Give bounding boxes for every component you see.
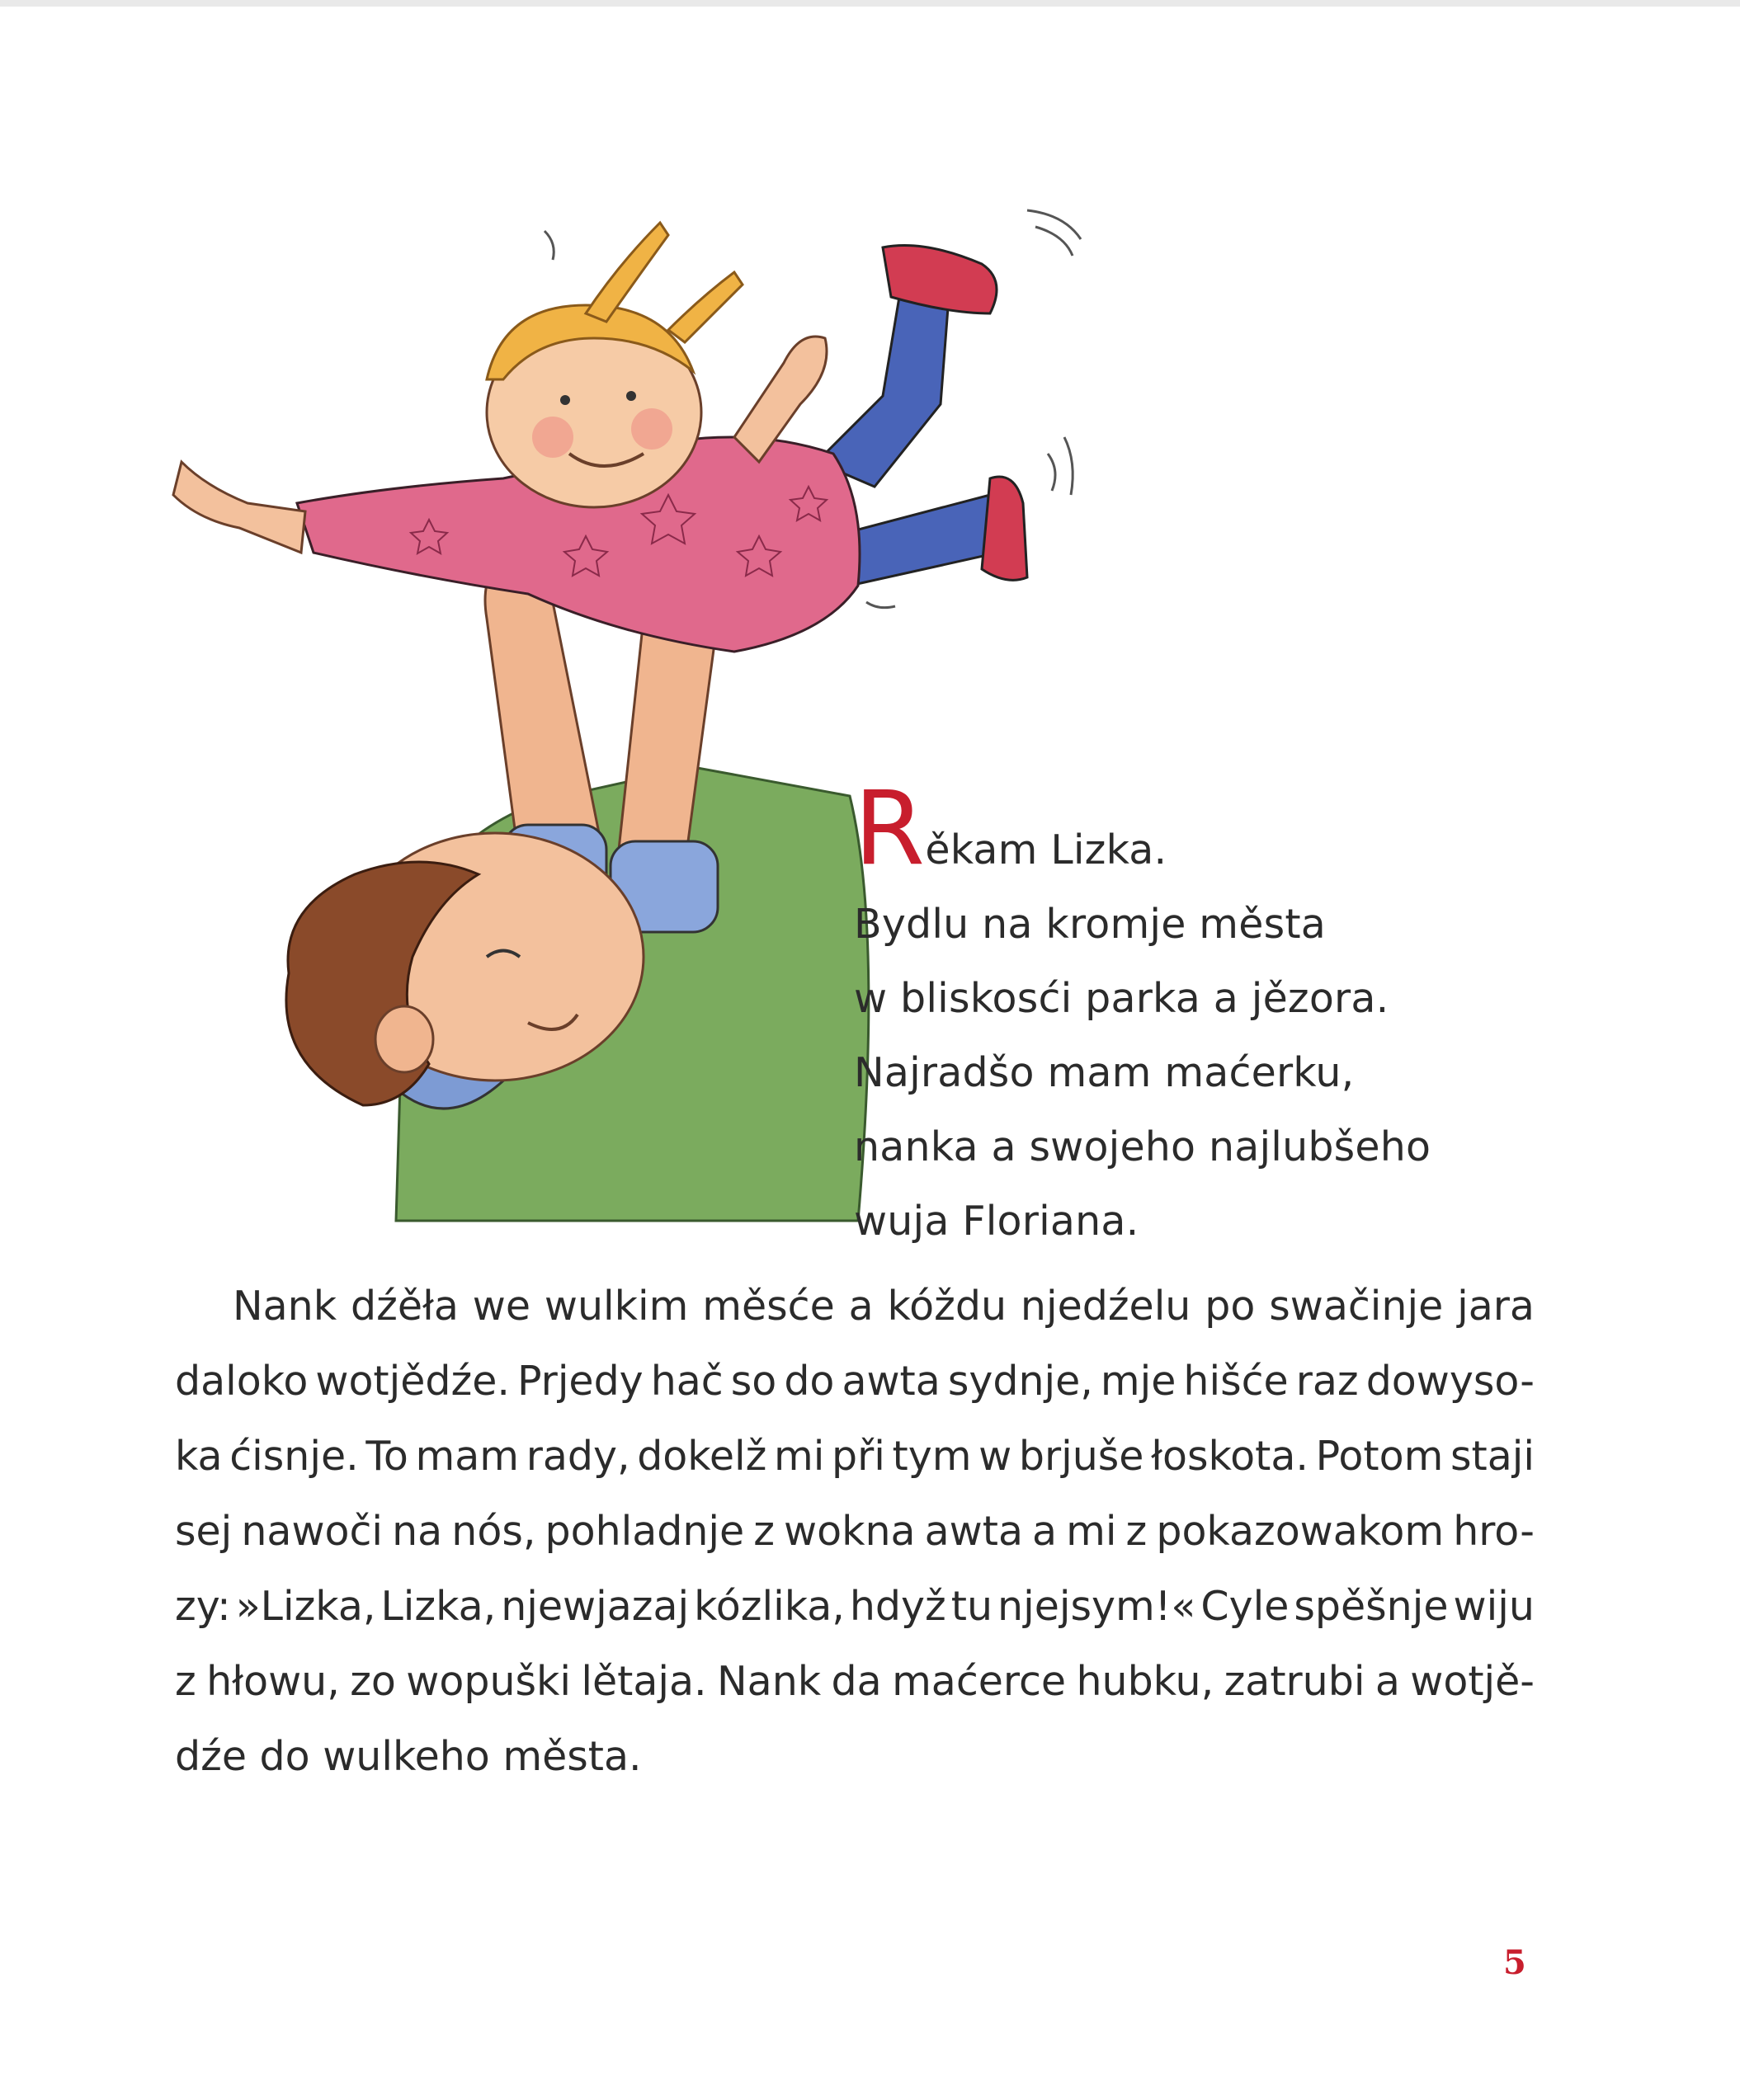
body-word: njejsym!« xyxy=(997,1583,1196,1630)
page-top-edge xyxy=(0,0,1740,7)
body-word: ka xyxy=(175,1433,223,1480)
body-word: Cyle xyxy=(1200,1583,1290,1630)
body-word: sej xyxy=(175,1508,233,1555)
body-word: rady, xyxy=(526,1433,630,1480)
intro-text-block xyxy=(854,770,1596,1259)
body-word: w xyxy=(978,1433,1012,1480)
body-line xyxy=(175,1644,1535,1719)
body-word: Lizka, xyxy=(380,1583,497,1630)
body-word: Nank xyxy=(233,1283,337,1330)
body-word: z xyxy=(175,1658,196,1705)
body-word: nawoči xyxy=(241,1508,384,1555)
body-word: hłowu, xyxy=(206,1658,340,1705)
body-word: z xyxy=(1125,1508,1148,1555)
body-word: kóždu xyxy=(887,1283,1007,1330)
body-word: hubku, xyxy=(1076,1658,1214,1705)
body-word: tu xyxy=(950,1583,993,1630)
body-line xyxy=(175,1419,1535,1494)
intro-line: Najradšo mam maćerku, xyxy=(854,1049,1355,1096)
body-word: wulkim xyxy=(544,1283,689,1330)
intro-line: nanka a swojeho najlubšeho xyxy=(854,1123,1431,1170)
body-word: maćerce xyxy=(892,1658,1067,1705)
body-word: swačinje xyxy=(1269,1283,1444,1330)
body-word: njewjazaj xyxy=(501,1583,690,1630)
drop-cap: R xyxy=(854,770,926,888)
body-paragraph xyxy=(175,1269,1535,1794)
body-word: pokazowakom xyxy=(1156,1508,1445,1555)
body-line xyxy=(175,1344,1535,1419)
body-line xyxy=(175,1494,1535,1569)
body-word: zatrubi xyxy=(1224,1658,1365,1705)
body-word: na xyxy=(392,1508,443,1555)
body-word: a xyxy=(1375,1658,1400,1705)
body-word: sydnje, xyxy=(947,1358,1093,1405)
body-word: staji xyxy=(1450,1433,1535,1480)
body-word: daloko xyxy=(175,1358,309,1405)
body-word: mi xyxy=(774,1433,825,1480)
body-word: wotjě- xyxy=(1410,1658,1535,1705)
body-word: łoskota. xyxy=(1151,1433,1309,1480)
body-word: zo xyxy=(350,1658,396,1705)
body-word: jara xyxy=(1457,1283,1535,1330)
body-word: při xyxy=(832,1433,885,1480)
body-word: mje xyxy=(1100,1358,1177,1405)
intro-line: Bydlu na kromje města xyxy=(854,901,1326,948)
body-word: wokna xyxy=(784,1508,916,1555)
body-word: měsće xyxy=(702,1283,835,1330)
body-word: a xyxy=(1032,1508,1058,1555)
body-line xyxy=(175,1269,1535,1344)
body-word: wopuški xyxy=(406,1658,572,1705)
body-word: hro- xyxy=(1453,1508,1535,1555)
body-word: brjuše xyxy=(1018,1433,1144,1480)
body-word: To xyxy=(365,1433,408,1480)
intro-line-text: ěkam Lizka. xyxy=(925,826,1167,873)
body-word: we xyxy=(472,1283,531,1330)
body-line xyxy=(175,1569,1535,1644)
page-number: 5 xyxy=(1503,1943,1526,1982)
intro-line xyxy=(854,770,1596,888)
body-word: Potom xyxy=(1315,1433,1444,1480)
body-word: lětaja. xyxy=(581,1658,707,1705)
body-word: Prjedy xyxy=(516,1358,644,1405)
body-word: zy: xyxy=(175,1583,231,1630)
body-word: do xyxy=(784,1358,835,1405)
body-word: »Lizka, xyxy=(235,1583,376,1630)
body-word: dowyso- xyxy=(1365,1358,1535,1405)
intro-line: w bliskosći parka a jězora. xyxy=(854,975,1389,1022)
body-word: njedźelu xyxy=(1020,1283,1191,1330)
body-word: tym xyxy=(892,1433,972,1480)
body-word: po xyxy=(1205,1283,1256,1330)
body-word: mam xyxy=(415,1433,520,1480)
body-word: z xyxy=(753,1508,775,1555)
body-word: wotjědźe. xyxy=(315,1358,510,1405)
body-word: mi xyxy=(1066,1508,1117,1555)
body-word: hač xyxy=(650,1358,724,1405)
body-word: awta xyxy=(924,1508,1023,1555)
body-word: dźěła xyxy=(351,1283,459,1330)
body-word: hišće xyxy=(1183,1358,1289,1405)
body-line: dźe do wulkeho města. xyxy=(175,1733,642,1780)
body-word: raz xyxy=(1295,1358,1359,1405)
body-word: spěšnje xyxy=(1294,1583,1449,1630)
body-word: pohladnje xyxy=(545,1508,745,1555)
body-word: a xyxy=(848,1283,874,1330)
body-word: so xyxy=(730,1358,777,1405)
body-word: da xyxy=(831,1658,882,1705)
body-word: awta xyxy=(842,1358,941,1405)
body-word: kózlika, xyxy=(694,1583,845,1630)
body-word: wiju xyxy=(1453,1583,1535,1630)
intro-line: wuja Floriana. xyxy=(854,1198,1139,1245)
body-word: dokelž xyxy=(637,1433,767,1480)
body-word: ćisnje. xyxy=(229,1433,359,1480)
body-word: hdyž xyxy=(849,1583,946,1630)
body-word: nós, xyxy=(451,1508,536,1555)
body-word: Nank xyxy=(717,1658,822,1705)
